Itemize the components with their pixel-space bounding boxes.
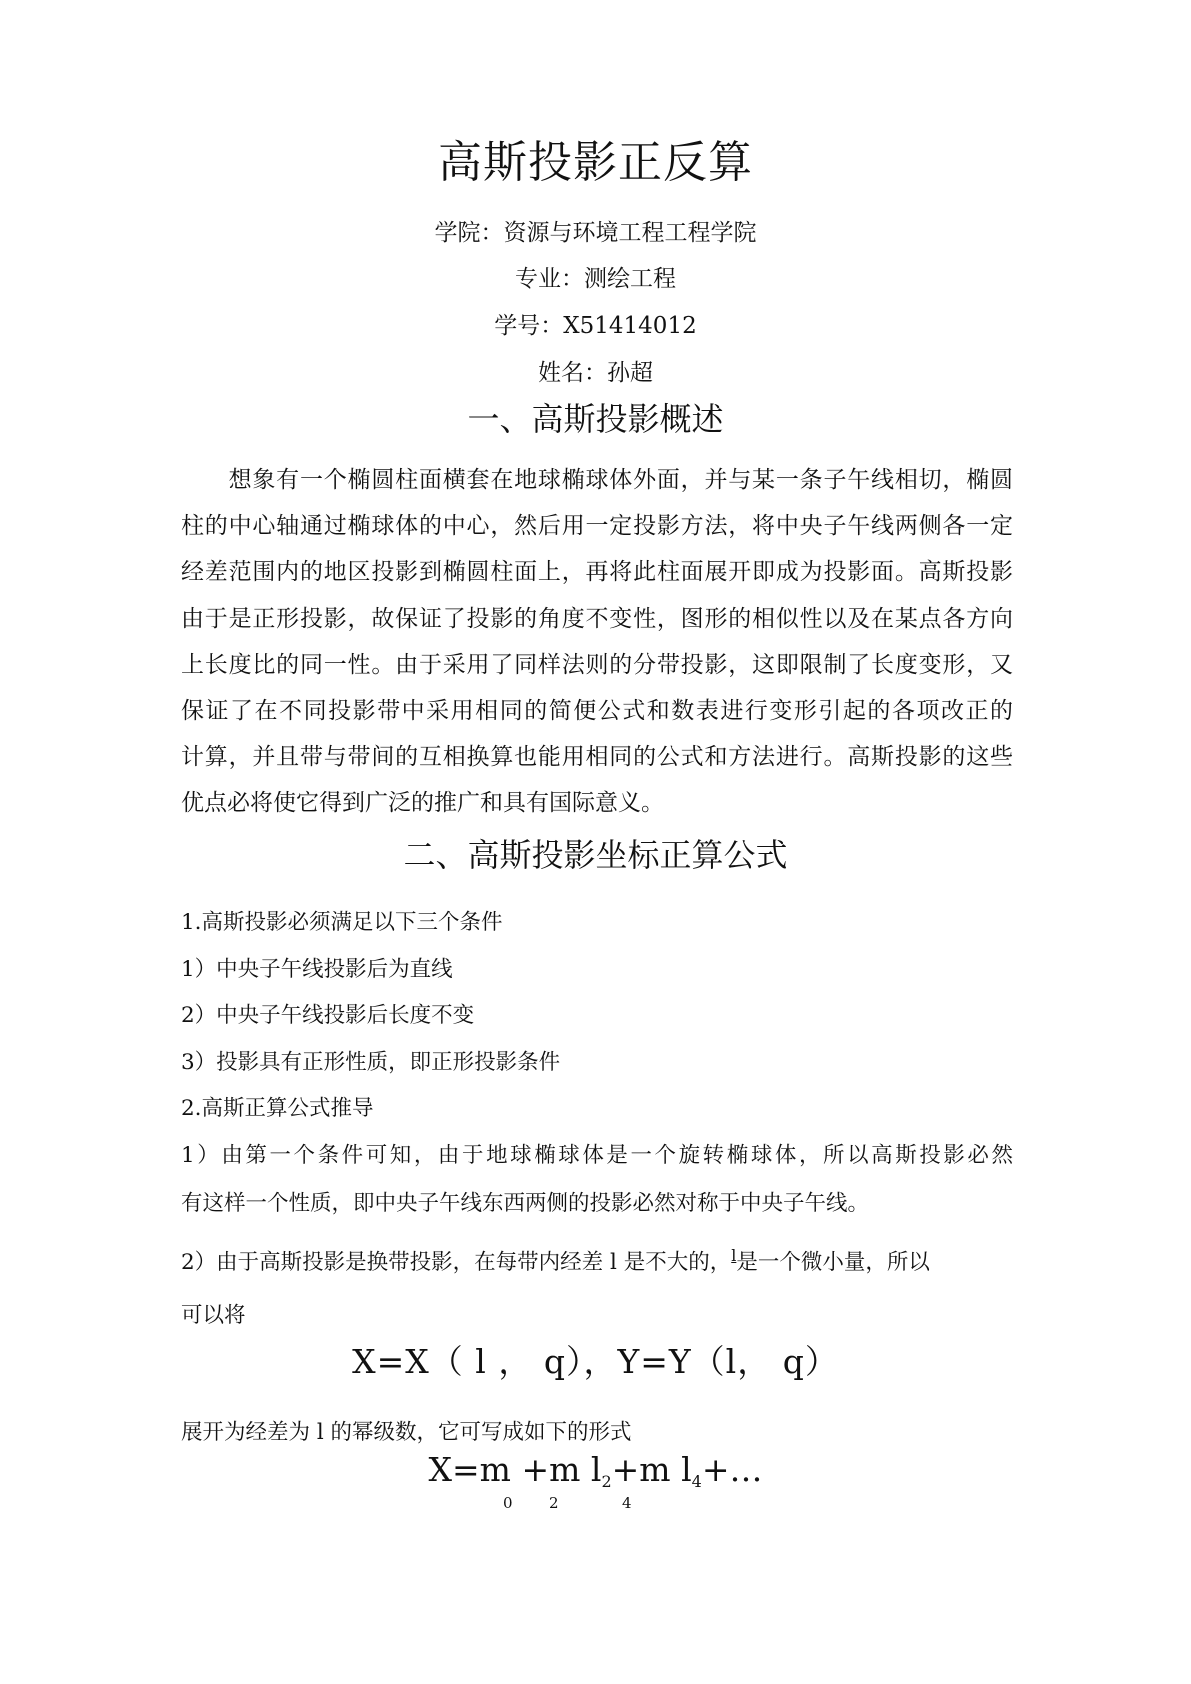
formula-part: +… [701, 1450, 763, 1489]
paragraph-line: 想象有一个椭圆柱面横套在地球椭球体外面，并与某一条子午线相切，椭圆 [181, 467, 1013, 493]
paragraph-line: 优点必将使它得到广泛的推广和具有国际意义。 [181, 790, 664, 817]
step-2-text-after: 是一个微小量，所以 [736, 1250, 930, 1275]
step-2-text-before: 2）由于高斯投影是换带投影，在每带内经差 l 是不大的， [181, 1250, 732, 1275]
paragraph-line: 上长度比的同一性。由于采用了同样法则的分带投影，这即限制了长度变形，又 [181, 651, 1013, 678]
formula-xy-functions: X=X（ l ， q），Y=Y（l， q） [352, 1342, 839, 1381]
formula-part: l [580, 1450, 602, 1489]
college-line: 学院：资源与环境工程工程学院 [434, 220, 757, 246]
formula-exponent: 4 [691, 1472, 702, 1491]
formula-x-series [0, 1450, 1191, 1491]
section-heading-overview: 一、高斯投影概述 [467, 400, 724, 438]
series-expansion-text: 展开为经差为 l 的幂级数，它可写成如下的形式 [181, 1420, 632, 1445]
formula-part: X=m [428, 1450, 511, 1489]
overview-paragraph [181, 457, 1013, 827]
formula-subscript: 4 [622, 1494, 632, 1512]
document-title: 高斯投影正反算 [438, 137, 753, 188]
derivation-step-1-line-1: 1）由第一个条件可知，由于地球椭球体是一个旋转椭球体，所以高斯投影必然 [181, 1143, 1013, 1168]
paragraph-line: 经差范围内的地区投影到椭圆柱面上，再将此柱面展开即成为投影面。高斯投影 [181, 559, 1013, 586]
formula-subscript: 0 [503, 1494, 513, 1512]
derivation-step-2-line-1 [181, 1245, 930, 1276]
paragraph-line: 保证了在不同投影带中采用相同的简便公式和数表进行变形引起的各项改正的 [181, 697, 1013, 724]
formula-exponent: 2 [601, 1472, 612, 1491]
formula-part: +m [510, 1450, 581, 1489]
condition-2: 2）中央子午线投影后长度不变 [181, 1003, 475, 1028]
section-heading-forward-formula: 二、高斯投影坐标正算公式 [403, 836, 788, 874]
student-id-line: 学号：X51414012 [494, 313, 697, 339]
paragraph-line: 计算，并且带与带间的互相换算也能用相同的公式和方法进行。高斯投影的这些 [181, 744, 1013, 771]
student-name-line: 姓名：孙超 [538, 360, 653, 386]
small-quantity-l: l [731, 1246, 737, 1265]
condition-1: 1）中央子午线投影后为直线 [181, 957, 453, 982]
formula-part: +m [611, 1450, 671, 1489]
derivation-step-2-line-2: 可以将 [181, 1303, 246, 1328]
derivation-heading: 2.高斯正算公式推导 [181, 1096, 374, 1121]
paragraph-line: 由于是正形投影，故保证了投影的角度不变性，图形的相似性以及在某点各方向 [181, 605, 1013, 632]
paragraph-line: 柱的中心轴通过椭球体的中心，然后用一定投影方法，将中央子午线两侧各一定 [181, 513, 1013, 540]
condition-3: 3）投影具有正形性质，即正形投影条件 [181, 1050, 561, 1075]
major-line: 专业：测绘工程 [515, 266, 676, 292]
formula-part: l [670, 1450, 692, 1489]
formula-subscripts [0, 1494, 1191, 1514]
derivation-step-1-line-2: 有这样一个性质，即中央子午线东西两侧的投影必然对称于中央子午线。 [181, 1191, 870, 1216]
formula-subscript: 2 [549, 1494, 559, 1512]
conditions-intro: 1.高斯投影必须满足以下三个条件 [181, 910, 503, 935]
